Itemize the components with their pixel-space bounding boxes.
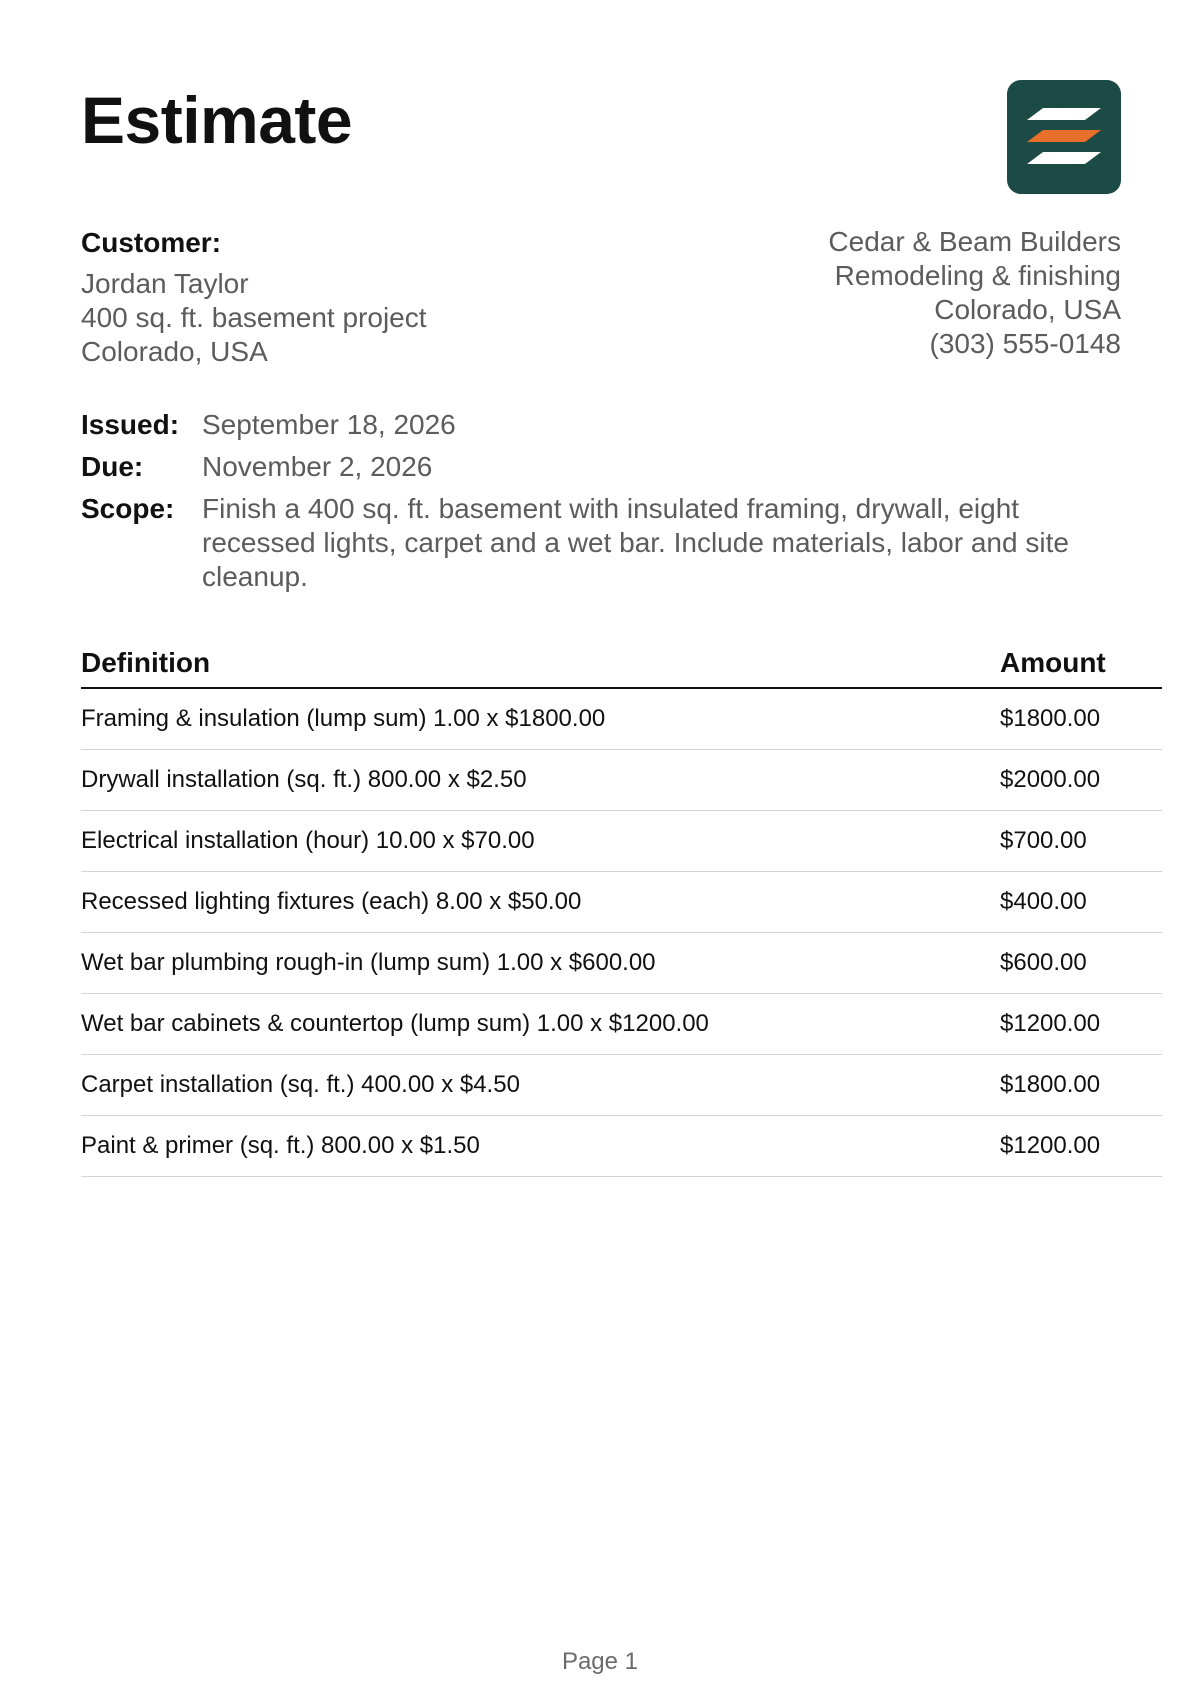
scope-row [81, 492, 1121, 594]
line-item-amount: $400.00 [1000, 872, 1162, 933]
line-item-definition: Electrical installation (hour) 10.00 x $70.00 [81, 811, 1000, 872]
logo-top-plank [1027, 108, 1101, 120]
line-item-amount: $1200.00 [1000, 1116, 1162, 1177]
line-item-definition: Carpet installation (sq. ft.) 400.00 x $4.50 [81, 1055, 1000, 1116]
table-row [81, 1055, 1162, 1116]
table-row [81, 933, 1162, 994]
company-phone: (303) 555-0148 [929, 328, 1121, 359]
issued-row [81, 408, 1121, 442]
line-item-amount: $1800.00 [1000, 1055, 1162, 1116]
line-items-table [81, 645, 1162, 1177]
issued-date: September 18, 2026 [202, 409, 456, 440]
page-number: Page 1 [561, 1648, 639, 1675]
line-item-amount: $700.00 [1000, 811, 1162, 872]
line-item-definition: Framing & insulation (lump sum) 1.00 x $1800.00 [81, 688, 1000, 750]
scope-description: Finish a 400 sq. ft. basement with insulated framing, drywall, eight recessed lights, carpet and a wet bar. Include materials, labor and site cleanup. [202, 493, 1069, 592]
due-date: November 2, 2026 [202, 451, 433, 482]
line-item-definition: Paint & primer (sq. ft.) 800.00 x $1.50 [81, 1116, 1000, 1177]
company-location: Colorado, USA [934, 294, 1121, 325]
definition-column-header: Definition [81, 645, 1000, 688]
due-row [81, 450, 1121, 484]
customer-label: Customer: [81, 227, 222, 258]
line-item-definition: Drywall installation (sq. ft.) 800.00 x $2.50 [81, 750, 1000, 811]
logo-middle-plank [1027, 130, 1101, 142]
table-row [81, 750, 1162, 811]
table-row [81, 811, 1162, 872]
company-tagline: Remodeling & finishing [834, 260, 1121, 291]
table-row [81, 994, 1162, 1055]
table-row [81, 688, 1162, 750]
document-title: Estimate [81, 83, 353, 157]
customer-project: 400 sq. ft. basement project [81, 302, 427, 333]
company-logo-icon [1007, 80, 1121, 194]
line-item-amount: $1200.00 [1000, 994, 1162, 1055]
due-label: Due: [81, 451, 144, 482]
scope-label: Scope: [81, 493, 175, 524]
amount-column-header: Amount [1000, 645, 1162, 688]
line-item-amount: $600.00 [1000, 933, 1162, 994]
customer-block [81, 225, 681, 369]
line-item-amount: $1800.00 [1000, 688, 1162, 750]
line-item-definition: Recessed lighting fixtures (each) 8.00 x $50.00 [81, 872, 1000, 933]
table-header-row [81, 645, 1162, 688]
company-name: Cedar & Beam Builders [828, 226, 1121, 257]
line-item-amount: $2000.00 [1000, 750, 1162, 811]
table-row [81, 872, 1162, 933]
company-block [621, 225, 1121, 361]
estimate-details [81, 408, 1121, 602]
issued-label: Issued: [81, 409, 180, 440]
customer-name: Jordan Taylor [81, 268, 249, 299]
line-item-definition: Wet bar cabinets & countertop (lump sum) 1.00 x $1200.00 [81, 994, 1000, 1055]
logo-bottom-plank [1027, 152, 1101, 164]
line-item-definition: Wet bar plumbing rough-in (lump sum) 1.00 x $600.00 [81, 933, 1000, 994]
table-row [81, 1116, 1162, 1177]
customer-location: Colorado, USA [81, 336, 268, 367]
stacked-planks-icon [1007, 80, 1121, 194]
